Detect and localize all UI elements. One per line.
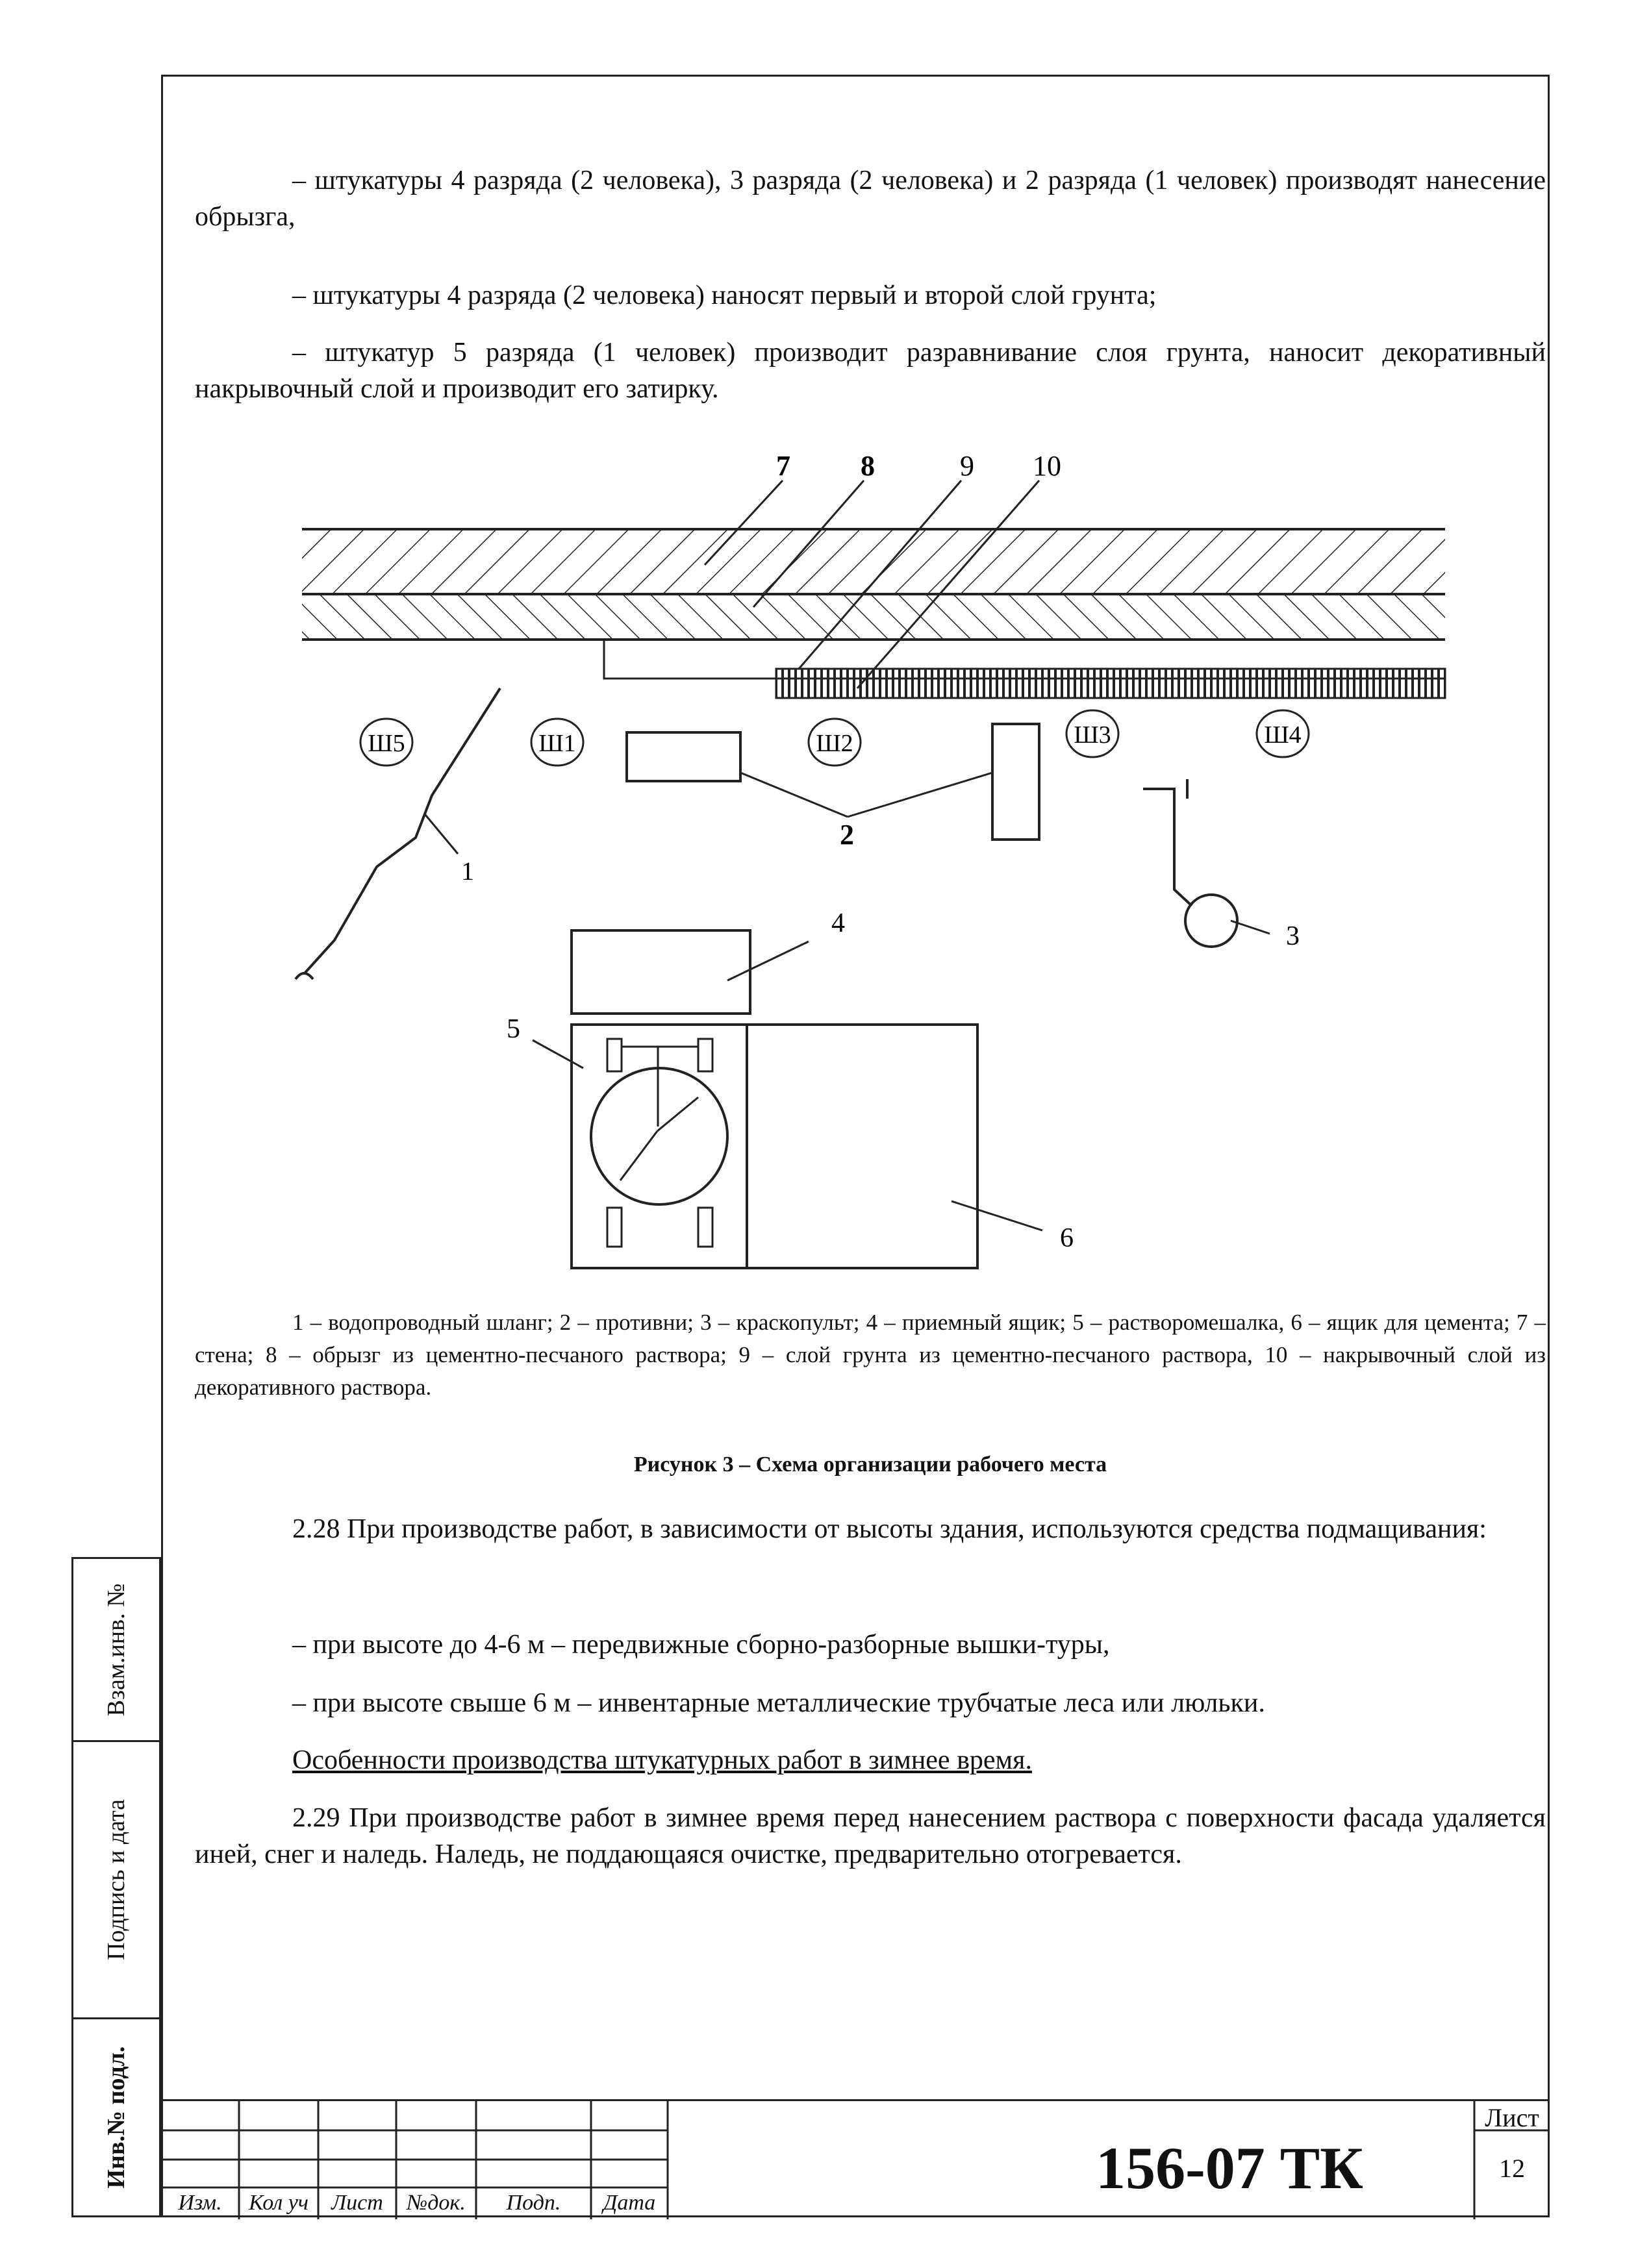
tray-right [992,724,1039,840]
tray-left [627,732,740,781]
receiving-box [572,930,750,1014]
wall-layer-7 [302,529,1445,594]
col-ndok: №док. [407,2191,466,2215]
title-block [161,2099,1550,2217]
cement-box [747,1025,977,1268]
label-6: 6 [1060,1223,1074,1253]
stamp-vzam-box [71,1557,161,1742]
worker-sh3: Ш3 [1074,721,1111,749]
wall-layer-8 [302,594,1445,640]
label-9: 9 [960,450,974,482]
paragraph-228: 2.28 При производстве работ, в зависимости от высоты здания, используются средства подмащивания: [292,1514,1487,1544]
document-code: 156-07 ТК [1096,2135,1363,2201]
worker-sh4: Ш4 [1264,721,1302,749]
worker-sh1: Ш1 [538,730,576,757]
label-2: 2 [840,819,854,851]
winter-heading: Особенности производства штукатурных работ в зимнее время. [292,1745,1032,1775]
label-4: 4 [831,908,845,938]
label-3: 3 [1286,921,1300,951]
label-8: 8 [861,450,875,482]
col-izm: Изм. [178,2191,222,2215]
wall-layers [302,529,1445,698]
sprayer-hose [1143,789,1192,906]
label-1: 1 [461,856,474,886]
col-kol-uch: Кол уч [248,2191,309,2215]
wall-layer-10 [776,669,1445,698]
mixer-drum [591,1068,727,1204]
sheet-number: 12 [1499,2154,1525,2183]
stamp-podpis: Подпись и дата [103,1799,130,1961]
col-podp: Подп. [506,2191,561,2215]
figure-title: Рисунок 3 – Схема организации рабочего места [633,1452,1107,1477]
label-5: 5 [507,1014,520,1044]
col-list: Лист [331,2191,383,2215]
sheet-label: Лист [1485,2103,1539,2132]
label-7: 7 [776,450,790,482]
worker-sh2: Ш2 [816,730,853,757]
list-item-228-2: – при высоте свыше 6 м – инвентарные металлические трубчатые леса или люльки. [292,1688,1265,1718]
paragraph-b2: – штукатуры 4 разряда (2 человека) наносят первый и второй слой грунта; [292,280,1157,310]
mortar-mixer [572,1025,747,1268]
paragraph-b3: – штукатур 5 разряда (1 человек) производит разравнивание слоя грунта, наносит декоративный накрывочный слой и производит его затирку. [195,338,1546,404]
stamp-vzam: Взам.инв. № [103,1583,130,1716]
paragraph-b1: – штукатуры 4 разряда (2 человека), 3 разряда (2 человека) и 2 разряда (1 человек) производят нанесение обрызга, [195,166,1546,232]
stamp-podpis-box [71,1740,161,2019]
label-10: 10 [1033,450,1061,482]
worker-markers [360,710,1309,766]
paragraph-229: 2.29 При производстве работ в зимнее время перед нанесением раствора с поверхности фасада удаляется иней, снег и наледь. Наледь, не поддающаяся очистке, предварительно отогревается. [195,1803,1546,1869]
list-item-228-1: – при высоте до 4-6 м – передвижные сборно-разборные вышки-туры, [292,1630,1110,1660]
stamp-inv-box [71,2017,161,2217]
stamp-inv: Инв.№ подл. [103,2046,130,2189]
paint-sprayer [1185,895,1237,947]
figure-caption: 1 – водопроводный шланг; 2 – противни; 3 – краскопульт; 4 – приемный ящик; 5 – растворомешалка, 6 – ящик для цемента; 7 – стена; 8 – обрызг из цементно-песчаного раствора; 9 – слой грунта из цементно-песчаного раствора, 10 – накрывочный слой из декоративного раствора. [195,1310,1546,1400]
col-data: Дата [603,2191,656,2215]
worker-sh5: Ш5 [368,730,405,757]
